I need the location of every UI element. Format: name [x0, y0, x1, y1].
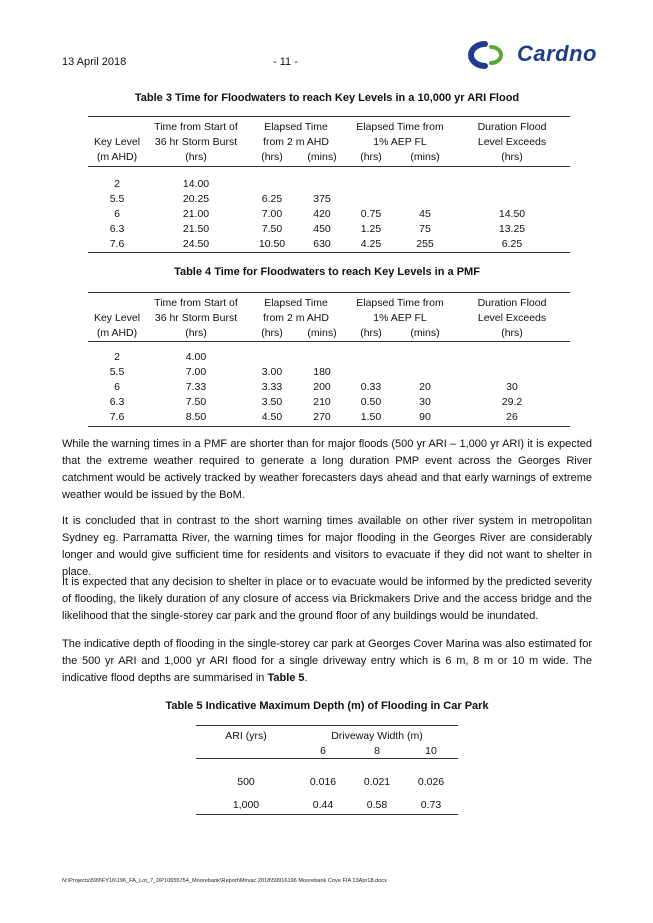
table-cell: 90 [419, 411, 431, 423]
paragraph-end: . [304, 672, 308, 684]
table-cell: 7.6 [109, 238, 125, 250]
table-cell: 7.50 [185, 396, 207, 408]
header-cell: Level Exceeds [477, 312, 547, 324]
table-row [88, 207, 570, 222]
table-cell: 2 [114, 178, 120, 190]
table-cell: 21.50 [182, 223, 210, 235]
table-row [88, 222, 570, 237]
header-cell: from 2 m AHD [263, 136, 329, 148]
table-cell: 200 [313, 381, 331, 393]
table4-bottom-rule [88, 426, 570, 427]
paragraph-car-park-depth [62, 636, 592, 687]
paragraph-shelter-decision: It is expected that any decision to shelter in place or to evacuate would be informed by the predicted severity of flooding, the likely duration of any closure of access via Brickmakers Drive and the access bridge and the likelihood that the single-storey car park and the ground floor of any buildings would be inundated. [62, 576, 592, 622]
header-cell: Elapsed Time [264, 121, 328, 133]
header-cell: Level Exceeds [477, 136, 547, 148]
table-row [88, 380, 570, 395]
table-cell [454, 350, 570, 365]
table3-header-rule [88, 166, 570, 167]
table-cell [346, 365, 396, 380]
table-cell: 0.58 [366, 799, 388, 811]
table-cell: 5.5 [109, 193, 125, 205]
table-cell: 20.25 [182, 193, 210, 205]
header-cell: Time from Start of [154, 297, 238, 309]
table-cell [298, 177, 346, 192]
table-row [88, 395, 570, 410]
table5-header [196, 729, 458, 759]
table-cell: 7.6 [109, 411, 125, 423]
table-cell: 14.50 [498, 208, 526, 220]
width-header-cell: 6 [320, 745, 326, 757]
table-cell: 14.00 [182, 178, 210, 190]
header-cell [88, 296, 146, 311]
table-cell [246, 350, 298, 365]
header-cell: 1% AEP FL [373, 136, 427, 148]
header-cell: 36 hr Storm Burst [154, 136, 238, 148]
table5-header-rule [196, 758, 458, 759]
table4-header [88, 296, 570, 341]
header-cell: Time from Start of [154, 121, 238, 133]
table-cell: 180 [313, 366, 331, 378]
table-cell: 30 [506, 381, 518, 393]
table5-top-rule [196, 725, 458, 726]
table-cell: 450 [313, 223, 331, 235]
table-cell: 1.50 [360, 411, 382, 423]
header-cell: Elapsed Time [264, 297, 328, 309]
width-header-cell: 10 [425, 745, 437, 757]
table-row [196, 798, 458, 813]
table-cell: 29.2 [501, 396, 523, 408]
table-cell: 2 [114, 351, 120, 363]
table-cell: 45 [419, 208, 431, 220]
table-cell: 4.50 [261, 411, 283, 423]
document-date: 13 April 2018 [62, 56, 127, 68]
table-cell: 7.50 [261, 223, 283, 235]
table-cell [346, 177, 396, 192]
unit-cell: (mins) [410, 327, 440, 339]
unit-cell: (m AHD) [96, 327, 138, 339]
table-row [88, 192, 570, 207]
table-cell: 0.33 [360, 381, 382, 393]
table-cell [396, 350, 454, 365]
table4-top-rule [88, 292, 570, 293]
table3-top-rule [88, 116, 570, 117]
table-cell: 7.00 [185, 366, 207, 378]
width-header-cell: 8 [374, 745, 380, 757]
table-cell: 6 [114, 208, 120, 220]
header-cell: Elapsed Time from [356, 297, 444, 309]
header-cell: Duration Flood [477, 121, 547, 133]
table-row [88, 237, 570, 252]
table-cell: 210 [313, 396, 331, 408]
cardno-logo [455, 40, 615, 68]
table-cell: 630 [313, 238, 331, 250]
table-cell [454, 365, 570, 380]
table-cell: 420 [313, 208, 331, 220]
unit-cell: (m AHD) [96, 151, 138, 163]
table3-bottom-rule [88, 252, 570, 253]
table-cell: 4.00 [185, 351, 207, 363]
table-cell: 0.026 [417, 775, 445, 788]
table-row [88, 410, 570, 425]
table-cell: 3.33 [261, 381, 283, 393]
table-cell [346, 350, 396, 365]
unit-cell: (hrs) [261, 327, 283, 339]
table-row [88, 350, 570, 365]
table-cell: 255 [416, 238, 434, 250]
header-cell [196, 744, 296, 759]
table-cell: 26 [506, 411, 518, 423]
table-cell: 0.73 [420, 799, 442, 811]
header-cell: Key Level [93, 312, 141, 324]
page-number: - 11 - [273, 56, 298, 68]
table-cell: 20 [419, 381, 431, 393]
unit-cell: (mins) [307, 151, 337, 163]
paragraph-conclusion: It is concluded that in contrast to the short warning times available on other river system in metropolitan Sydney eg. Parramatta River, the warning times for major flooding in the Georges River are considerably longer and would give sufficient time for residents and visitors to evacuate if they did not want to shelter in place. [62, 515, 592, 578]
unit-cell: (mins) [410, 151, 440, 163]
table-cell: 24.50 [182, 238, 210, 250]
table-cell: 3.50 [261, 396, 283, 408]
table-cell: 7.00 [261, 208, 283, 220]
unit-cell: (hrs) [360, 327, 382, 339]
table-cell: 0.50 [360, 396, 382, 408]
paragraph-pmf-warning: While the warning times in a PMF are shorter than for major floods (500 yr ARI – 1,000 yr ARI) it is expected that the extreme weather required to generate a long duration PMP event across the Georges River catchment would be actively tracked by weather forecasters days ahead and that early warnings of extreme weather would be issued by the BoM. [62, 438, 592, 501]
table-cell: 6.3 [109, 396, 125, 408]
header-cell: 1% AEP FL [373, 312, 427, 324]
table-cell: 0.44 [312, 799, 334, 811]
unit-cell: (hrs) [185, 327, 207, 339]
table-cell: 13.25 [498, 223, 526, 235]
ari-header: ARI (yrs) [225, 730, 267, 742]
table-cell [246, 177, 298, 192]
table-cell [454, 177, 570, 192]
table-cell: 270 [313, 411, 331, 423]
table-cell: 6 [114, 381, 120, 393]
table-cell: 3.00 [261, 366, 283, 378]
unit-cell: (hrs) [501, 327, 523, 339]
table3-body [88, 177, 570, 252]
table-cell: 0.021 [363, 775, 391, 788]
table-cell: 21.00 [182, 208, 210, 220]
unit-cell: (hrs) [185, 151, 207, 163]
table-cell [454, 192, 570, 207]
table5-reference: Table 5 [267, 672, 305, 684]
unit-cell: (hrs) [261, 151, 283, 163]
table-cell: 5.5 [109, 366, 125, 378]
table-cell: 8.50 [185, 411, 207, 423]
table-row [196, 766, 458, 798]
table-cell: 7.33 [185, 381, 207, 393]
table4-header-rule [88, 341, 570, 342]
header-cell: Duration Flood [477, 297, 547, 309]
table-cell [298, 350, 346, 365]
table-cell: 1,000 [232, 799, 260, 811]
paragraph-text: The indicative depth of flooding in the single-storey car park at Georges Cover Marina was also estimated for the 500 yr ARI and 1,000 yr ARI flood for a single driveway entry which is 6 m, 8 m or 10 m wide. The indicative flood depths are summarised in [62, 638, 592, 684]
table-cell: 4.25 [360, 238, 382, 250]
table-cell: 6.25 [261, 193, 283, 205]
table-cell [396, 365, 454, 380]
table-cell: 30 [419, 396, 431, 408]
table4-body [88, 350, 570, 425]
unit-cell: (mins) [307, 327, 337, 339]
table5-caption: Table 5 Indicative Maximum Depth (m) of Flooding in Car Park [165, 700, 489, 712]
table3-header [88, 120, 570, 165]
table5-body [196, 766, 458, 813]
driveway-width-header: Driveway Width (m) [331, 730, 423, 742]
logo-wordmark: Cardno [517, 41, 597, 66]
table5-bottom-rule [196, 814, 458, 815]
table-row [88, 365, 570, 380]
table-cell: 0.75 [360, 208, 382, 220]
header-cell: from 2 m AHD [263, 312, 329, 324]
cardno-logo-icon [455, 40, 515, 70]
table-cell: 6.3 [109, 223, 125, 235]
unit-cell: (hrs) [360, 151, 382, 163]
table-cell [346, 192, 396, 207]
table-cell: 1.25 [360, 223, 382, 235]
unit-cell: (hrs) [501, 151, 523, 163]
table-cell [396, 177, 454, 192]
table-cell: 0.016 [309, 775, 337, 788]
table-row [88, 177, 570, 192]
table4-caption: Table 4 Time for Floodwaters to reach Key Levels in a PMF [174, 266, 480, 278]
table-cell: 75 [419, 223, 431, 235]
table-cell [396, 192, 454, 207]
header-cell: Key Level [93, 136, 141, 148]
table-cell: 375 [313, 193, 331, 205]
header-cell: Elapsed Time from [356, 121, 444, 133]
header-cell: 36 hr Storm Burst [154, 312, 238, 324]
table-cell: 6.25 [501, 238, 523, 250]
header-cell [88, 120, 146, 135]
file-path-footer: N:\Projects\599\FY16\196_FA_Lot_7_DP10655754_Moorebank\Report\Mirvac 2018\59916196 Moorebank Cove FIA 13Apr18.docx [62, 878, 387, 884]
table-cell: 500 [237, 775, 255, 788]
table-cell: 10.50 [258, 238, 286, 250]
table3-caption: Table 3 Time for Floodwaters to reach Key Levels in a 10,000 yr ARI Flood [134, 92, 520, 104]
